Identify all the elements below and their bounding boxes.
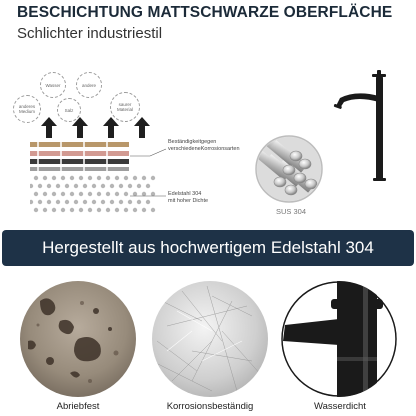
bubble-salt-label: Salz — [64, 107, 74, 113]
feature-waterproof-image — [281, 281, 397, 397]
corrosion-note-line1: Beständigkeitgegen — [168, 139, 217, 145]
steel-dots — [30, 176, 155, 212]
corrosion-note — [168, 139, 240, 153]
feature-abrasion-caption: Abriebfest — [56, 401, 100, 412]
steel-note-line1: Edelstahl 304 — [168, 191, 202, 197]
bubble-water-label: Wasser — [45, 82, 61, 88]
feature-waterproof-caption: Wasserdicht — [314, 401, 366, 412]
page-title: BESCHICHTUNG MATTSCHWARZE OBERFLÄCHE — [17, 4, 393, 21]
steel-rods-icon — [254, 134, 324, 204]
bubble-water — [40, 72, 66, 98]
bubble-other — [76, 72, 102, 98]
callout-lines — [130, 149, 166, 196]
layer-diagram-graphic — [30, 112, 170, 222]
coating-layers — [30, 141, 129, 172]
steel-note — [168, 191, 208, 205]
page-subtitle: Schlichter industriestil — [17, 25, 163, 42]
corrosion-note-line2: verschiedeneKorrosionsarten — [168, 146, 240, 152]
feature-corrosion-caption: Korrosionsbeständig — [166, 401, 254, 412]
steel-note-line2: mit hoher Dichte — [168, 198, 209, 204]
arrow-up-icon — [72, 117, 88, 138]
feature-corrosion-image — [152, 281, 268, 397]
arrow-up-icon — [41, 117, 57, 138]
feature-abrasion-image — [20, 281, 136, 397]
arrow-up-icon — [134, 117, 150, 138]
bubble-other-label: andere — [81, 82, 96, 88]
arrow-up-icon — [103, 117, 119, 138]
sus304-label: SUS 304 — [276, 207, 307, 216]
bubble-other-medium-label: anderes Medium — [18, 104, 36, 114]
material-banner — [2, 230, 414, 266]
bubble-acid-label: saurer Material — [116, 102, 133, 112]
banner-text: Hergestellt aus hochwertigem Edelstahl 304 — [42, 238, 374, 257]
faucet-icon — [326, 66, 406, 186]
